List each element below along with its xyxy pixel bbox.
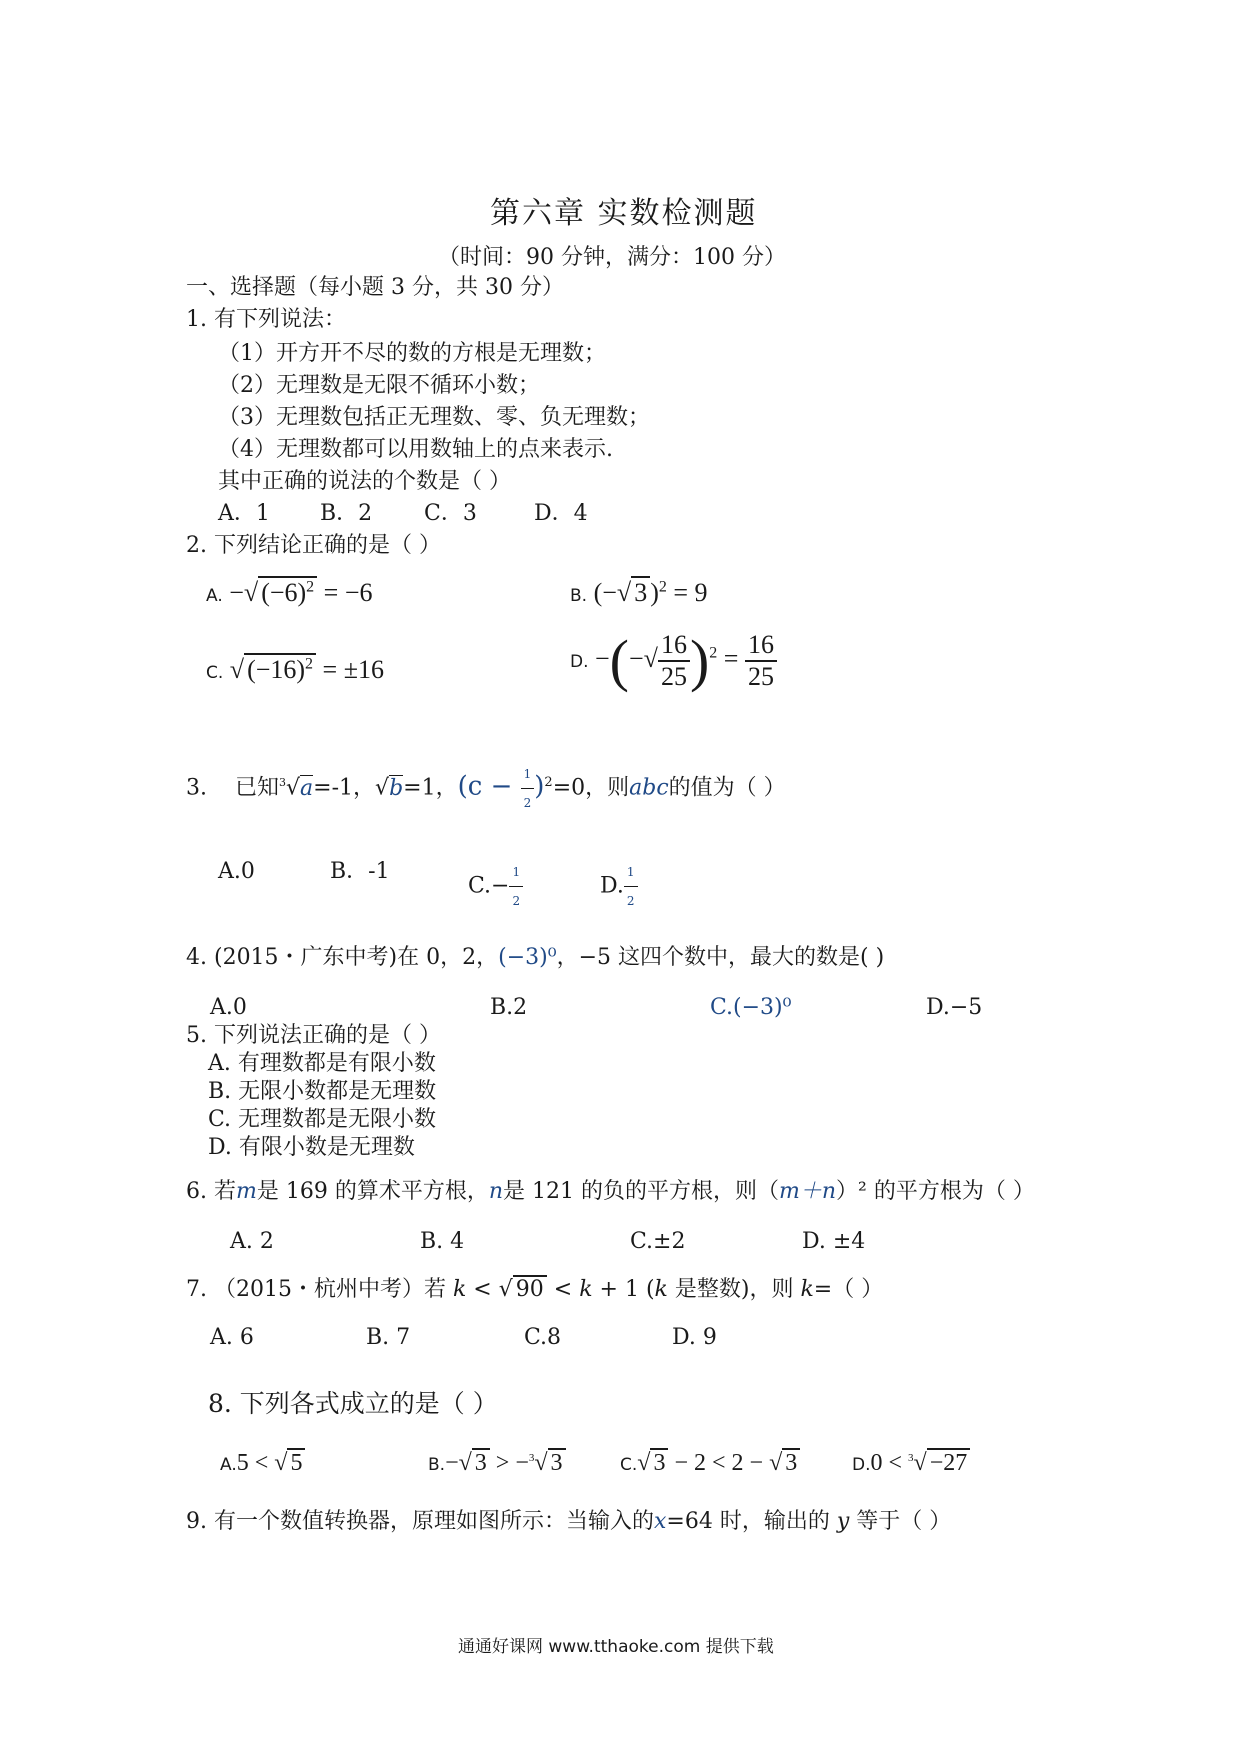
radicand: (−16) [247,655,306,684]
equation-rhs: = −6 [317,578,373,607]
minus-sign: − [229,578,244,607]
denominator: 25 [660,662,687,691]
q2-option-d [570,630,777,692]
stem-text: 6. 若 [186,1179,236,1204]
radicand: 3 [472,1448,490,1476]
math-text: 5 < [236,1450,275,1476]
q8-option-a: A.5 < √ 5 [220,1450,305,1477]
option-label: B. [570,586,588,606]
q5-stem: 5. 下列说法正确的是（ ） [186,1023,441,1048]
q1-option-d: D．4 [534,501,588,526]
sqrt-expression: √ 3 [617,578,650,608]
fraction-half [509,858,523,915]
q1-option-b: B．2 [320,501,373,526]
numerator: 1 [624,858,638,887]
q1-option-c: C．3 [424,501,477,526]
numerator: 16 [658,630,690,662]
q6-option-a: A. 2 [230,1229,274,1254]
variable-m: m [235,1179,257,1204]
sqrt-expression: √ $(-6)^2$ [244,578,317,608]
q4-option-c: C.(−3)⁰ [710,995,792,1020]
radicand: (−6) [261,578,307,607]
paren-open: ( [609,628,629,693]
q3-stem: 3. 已知$^3$√a=-1，√b=1，(c − $\frac{1}{2}$ )$^2$=0，则abc的值为（ ） [186,760,786,817]
option-label: D. [852,1455,871,1475]
radicand: 3 [650,1448,668,1476]
radicand: 5 [287,1448,305,1476]
q9-stem [186,1508,951,1536]
variable-a: a [300,775,314,801]
root-index: 3 [908,1452,914,1464]
stem-text: =-1， [313,775,376,801]
q3-option-b: B．-1 [330,859,390,884]
q5-option-d: D. 有限小数是无理数 [208,1135,415,1160]
variable-k: k [800,1277,814,1302]
math-text: − [445,1450,459,1476]
stem-text: 等于（ ） [849,1509,952,1534]
stem-text: 是 169 的算术平方根， [256,1179,489,1204]
fraction [658,630,690,692]
stem-text: 已知 [234,775,279,801]
minus-sign: − [629,643,644,673]
q8-option-d: D.0 < $^3$√ −27 [852,1450,970,1477]
q4-option-a: A.0 [210,995,247,1020]
section-heading: 一、选择题（每小题 3 分，共 30 分） [186,275,564,300]
q2-option-c [206,655,384,685]
q1-option-a: A．1 [218,501,270,526]
variable-k: k [579,1277,593,1302]
variable-k: k [452,1277,467,1302]
option-label: D. [570,651,589,672]
math-text: − 2 < 2 − [668,1450,770,1476]
denominator: 2 [626,894,635,908]
q1-item-4: （4）无理数都可以用数轴上的点来表示. [218,437,613,462]
denominator: 2 [512,894,521,908]
q5-option-c: C. 无理数都是无限小数 [208,1107,437,1132]
q7-option-c: C.8 [524,1325,562,1350]
equals-sign: = [717,643,745,673]
stem-text: 是 121 的负的平方根，则（ [503,1179,779,1204]
variable-b: b [389,775,404,801]
numerator: 1 [521,760,535,789]
q3-option-a: A.0 [218,859,255,884]
math-expression: m＋n [779,1179,837,1204]
exponent: 2 [305,655,314,673]
q4-option-d: D.−5 [926,995,983,1020]
fraction [745,630,777,692]
option-label: A. [206,586,223,606]
sqrt-expression: √ $(-16)^2$ [230,655,316,685]
math-expression: (−3)⁰ [498,945,557,970]
option-label: A. [220,1455,237,1475]
variable-n: n [488,1179,504,1204]
q1-item-3: （3）无理数包括正无理数、零、负无理数； [218,405,650,430]
q4-stem [186,944,884,972]
stem-text: =64 时，输出的 [666,1509,837,1534]
option-text: D. [600,873,624,899]
q6-option-c: C.±2 [630,1229,686,1254]
stem-text: ，−5 这四个数中，最大的数是( ) [556,945,885,970]
minus-sign: − [595,643,610,673]
q7-option-b: B. 7 [366,1325,411,1350]
stem-text: 的值为（ ） [668,775,786,801]
page-title: 第六章 实数检测题 [490,196,758,231]
paren-close: ) [650,578,659,607]
root-index: 3 [279,776,286,790]
math-text: 0 < [870,1450,909,1476]
radicand: 3 [548,1448,566,1476]
radicand: 3 [782,1448,800,1476]
numerator: 16 [745,630,777,662]
q2-option-a [206,578,373,608]
q2-stem: 2. 下列结论正确的是（ ） [186,533,441,558]
q1-item-2: （2）无理数是无限不循环小数； [218,373,540,398]
denominator: 2 [523,796,532,810]
q8-option-c: C.√ 3 − 2 < 2 − √ 3 [620,1450,800,1477]
stem-text: =0，则 [552,775,630,801]
q4-option-b: B.2 [490,995,528,1020]
variable-y: y [836,1509,850,1534]
fraction-half [521,760,535,817]
question-number: 3. [186,775,207,801]
q3-option-d [600,858,638,915]
q5-option-b: B. 无限小数都是无理数 [208,1079,437,1104]
exponent: 2 [544,775,553,791]
q7-option-a: A. 6 [210,1325,254,1350]
paren-close: ) [689,628,710,693]
radicand: −27 [927,1448,971,1476]
exam-subtitle: （时间：90 分钟，满分：100 分） [438,245,786,270]
stem-text: 是整数)，则 [667,1277,801,1302]
stem-text: ）² 的平方根为（ ） [836,1179,1035,1204]
exponent: 2 [306,578,315,596]
stem-text: =1， [403,775,458,801]
page-footer: 通通好课网 www.tthaoke.com 提供下载 [458,1637,774,1657]
stem-text: 4. (2015・广东中考)在 0，2， [186,945,499,970]
variable-abc: abc [629,775,669,801]
q2-option-b [570,578,708,608]
stem-text: + 1 ( [592,1277,655,1302]
q6-option-d: D. ±4 [802,1229,866,1254]
q1-ask: 其中正确的说法的个数是（ ） [218,469,511,494]
option-label: C. [206,663,224,683]
paren-expression: (c − [457,771,521,802]
equation-rhs: = 9 [666,578,708,607]
q1-item-1: （1）开方开不尽的数的方根是无理数； [218,341,606,366]
numerator: 1 [509,858,523,887]
variable-x: x [654,1509,667,1534]
radicand: 3 [631,576,650,607]
q8-stem: 8. 下列各式成立的是（ ） [208,1389,498,1418]
variable-k: k [654,1277,668,1302]
q1-stem: 1. 有下列说法： [186,307,346,332]
option-label: B. [428,1455,446,1475]
q6-stem [186,1178,1035,1206]
q7-option-d: D. 9 [672,1325,717,1350]
math-text: > − [489,1450,529,1476]
q6-option-b: B. 4 [420,1229,465,1254]
radicand: 90 [513,1275,547,1302]
sqrt-expression: √ $\frac{16}{25}$ [644,630,690,692]
stem-text: 7. （2015・杭州中考）若 [186,1277,453,1302]
paren-open: (− [593,578,617,607]
stem-text: 9. 有一个数值转换器，原理如图所示：当输入的 [186,1509,654,1534]
q5-option-a: A. 有理数都是有限小数 [208,1051,436,1076]
less-than: < [546,1277,580,1302]
exponent: 2 [658,578,667,596]
q3-option-c [468,858,523,915]
less-than: < [466,1277,499,1302]
root-index: 3 [528,1452,535,1464]
equation-rhs: = ±16 [316,655,384,684]
exponent: 2 [709,644,718,662]
paren-close: ) [534,771,545,802]
stem-text: =（ ） [813,1277,884,1302]
q7-stem: 7. （2015・杭州中考）若 k < √ 90 < k + 1 (k 是整数)，则 k=（ ） [186,1277,884,1302]
denominator: 25 [747,662,774,691]
fraction-half [624,858,638,915]
option-label: C. [620,1455,638,1475]
option-text: C.− [468,873,510,899]
q8-option-b: B.−√ 3 > −$^3$√ 3 [428,1450,566,1477]
